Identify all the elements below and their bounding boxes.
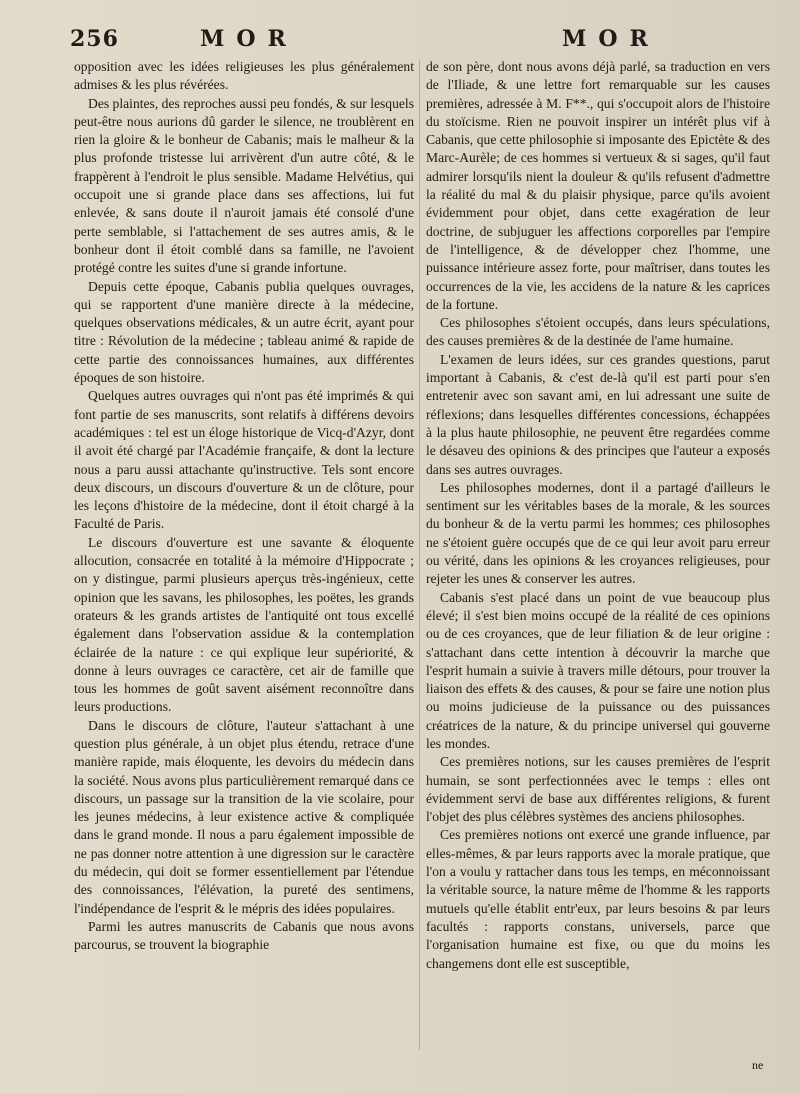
running-head-left: MOR bbox=[200, 26, 298, 52]
catchword: ne bbox=[752, 1058, 764, 1072]
column-divider bbox=[419, 60, 420, 1050]
right-column bbox=[426, 58, 770, 973]
left-column bbox=[74, 58, 414, 955]
paragraph: de son père, dont nous avons déjà parlé, sa traduction en vers de l'Iliade, & une lettre fort remarquable sur les causes premières, adressée à M. F**., qui s'occupoit alors de l'histoire du stoïcisme. Rien ne pouvoit inspirer un intérêt plus vif à Cabanis, que cette philosophie si imposante des Epictète & des Marc-Aurèle; de ces hommes si vertueux & si sages, qu'il faut admirer lorsqu'ils nient la douleur & qu'ils refusent d'admettre la réalité du mal & du plaisir physique, parce qu'ils avoient évidemment pour objet, dans cette exagération de leur doctrine, de subjuguer les affections corporelles par l'empire de l'intelligence, & de développer chez l'homme, une puissance intérieure assez forte, pour maîtriser, dans toutes les occurrences de la vie, les accidens de la nature & les caprices de la fortune. bbox=[426, 59, 770, 312]
paragraph: Quelques autres ouvrages qui n'ont pas été imprimés & qui font partie de ses manuscrits, sont relatifs à différens devoirs académiques : tel est un éloge historique de Vicq-d'Azyr, dont il avoit été chargé par l'Académie françaife, & dont la lecture nous a paru aussi attachante qu'instructive. Tels sont encore deux discours, un discours d'ouverture & un de clôture, pour les leçons d'histoire de la médecine, dont il étoit chargé à la Faculté de Paris. bbox=[74, 388, 414, 532]
paragraph: Ces premières notions ont exercé une grande influence, par elles-mêmes, & par leurs rapports avec la morale pratique, que l'on a voulu y rattacher dans tous les temps, en méconnoissant la véritable source, la nature même de l'homme & les rapports mutuels qu'elle établit entr'eux, par leurs besoins & par leurs facultés : rapports constans, universels, parce que l'organisation humaine est fixe, ou que du moins les changemens dont elle est susceptible, bbox=[426, 827, 770, 971]
paragraph: Depuis cette époque, Cabanis publia quelques ouvrages, qui se rapportent d'une manière directe à la médecine, quelques observations médicales, & un autre écrit, ayant pour titre : Révolution de la médecine ; tableau animé & rapide de cette partie des connoissances humaines, aux différentes époques de son histoire. bbox=[74, 278, 414, 386]
running-head-right: MOR bbox=[562, 26, 660, 52]
paragraph: Des plaintes, des reproches aussi peu fondés, & sur lesquels peut-être nous aurions dû garder le silence, ne troublèrent en rien la gloire & le bonheur de Cabanis; mais le malheur & la plus profonde tristesse lui arrivèrent d'un autre côté, & le frappèrent à l'endroit le plus sensible. Madame Helvétius, qui occupoit une si grande place dans ses affections, lui fut enlevée, & sans doute il n'auroit jamais été consolé d'une perte semblable, si l'attachement de ses autres amis, & le bonheur dont il étoit comblé dans sa famille, ne l'avoient protégé contre les suites d'une si grande infortune. bbox=[74, 95, 414, 276]
paragraph: Le discours d'ouverture est une savante & éloquente allocution, consacrée en totalité à la mémoire d'Hippocrate ; on y distingue, parmi plusieurs aperçus très-ingénieux, cette opinion que les savans, les philosophes, les poëtes, les grands orateurs & les grands artistes de l'antiquité ont tous excellé également dans l'observation assidue & la contemplation éclairée de la nature : ce qui explique leur supériorité, & donne à leurs ouvrages ce caractère, cet air de famille que tous les hommes de goût savent aisément reconnoître dans leurs productions. bbox=[74, 534, 414, 715]
paragraph: Les philosophes modernes, dont il a partagé d'ailleurs le sentiment sur les véritables bases de la morale, & les sources du bonheur & de la vertu parmi les hommes; ces philosophes ne s'étoient guère occupés que de ce qui leur avoit paru erreur ou vérité, dans les opinions & les croyances religieuses, pour rejeter les unes & conserver les autres. bbox=[426, 479, 770, 587]
page-number: 256 bbox=[70, 26, 119, 52]
paragraph: Parmi les autres manuscrits de Cabanis que nous avons parcourus, se trouvent la biographie bbox=[74, 918, 414, 953]
paragraph: L'examen de leurs idées, sur ces grandes questions, parut important à Cabanis, & c'est de-là qu'il est parti pour s'en entretenir avec son savant ami, en lui adressant une suite de réflexions; dans lesquelles différentes concessions, échappées à la plus haute philosophie, ne peuvent être regardées comme le désaveu des opinions & des principes que l'auteur a exposés dans ses autres ouvrages. bbox=[426, 351, 770, 477]
paragraph: Ces philosophes s'étoient occupés, dans leurs spéculations, des causes premières & de la destinée de l'ame humaine. bbox=[426, 315, 770, 349]
paragraph: Ces premières notions, sur les causes premières de l'esprit humain, se sont perfectionnées avec le temps : elles ont évidemment servi de base aux différentes religions, & furent l'objet des plus célèbres systèmes des anciens philosophes. bbox=[426, 754, 770, 825]
paragraph: opposition avec les idées religieuses les plus généralement admises & les plus révérées. bbox=[74, 59, 414, 93]
paragraph: Dans le discours de clôture, l'auteur s'attachant à une question plus générale, à un objet plus étendu, retrace d'une manière rapide, mais éloquente, les devoirs du médecin dans la société. Nous avons plus particulièrement remarqué dans ce discours, un passage sur la transition de la vie scolaire, pour les jeunes médecins, à leur existence active & compliquée dans le grand monde. Il nous a paru également impossible de ne pas donner notre attention à une digression sur le caractère du médecin, qui doit se former essentiellement par l'étendue des connoissances, l'élévation, la pureté des sentimens, l'indépendance de l'esprit & le mépris des idées populaires. bbox=[74, 717, 414, 916]
paragraph: Cabanis s'est placé dans un point de vue beaucoup plus élevé; il s'est bien moins occupé de la réalité de ces opinions ou de ces croyances, que de leur filiation & de leur origine : s'attachant dans cette intention à découvrir la marche que l'esprit humain a suivie à travers mille détours, pour trouver la liaison des effets & des causes, & pour se faire une notion plus ou moins judicieuse de la puissance ou des puissances créatrices de la nature, & du principe universel qui gouverne les mondes. bbox=[426, 589, 770, 751]
page-header bbox=[70, 26, 770, 54]
